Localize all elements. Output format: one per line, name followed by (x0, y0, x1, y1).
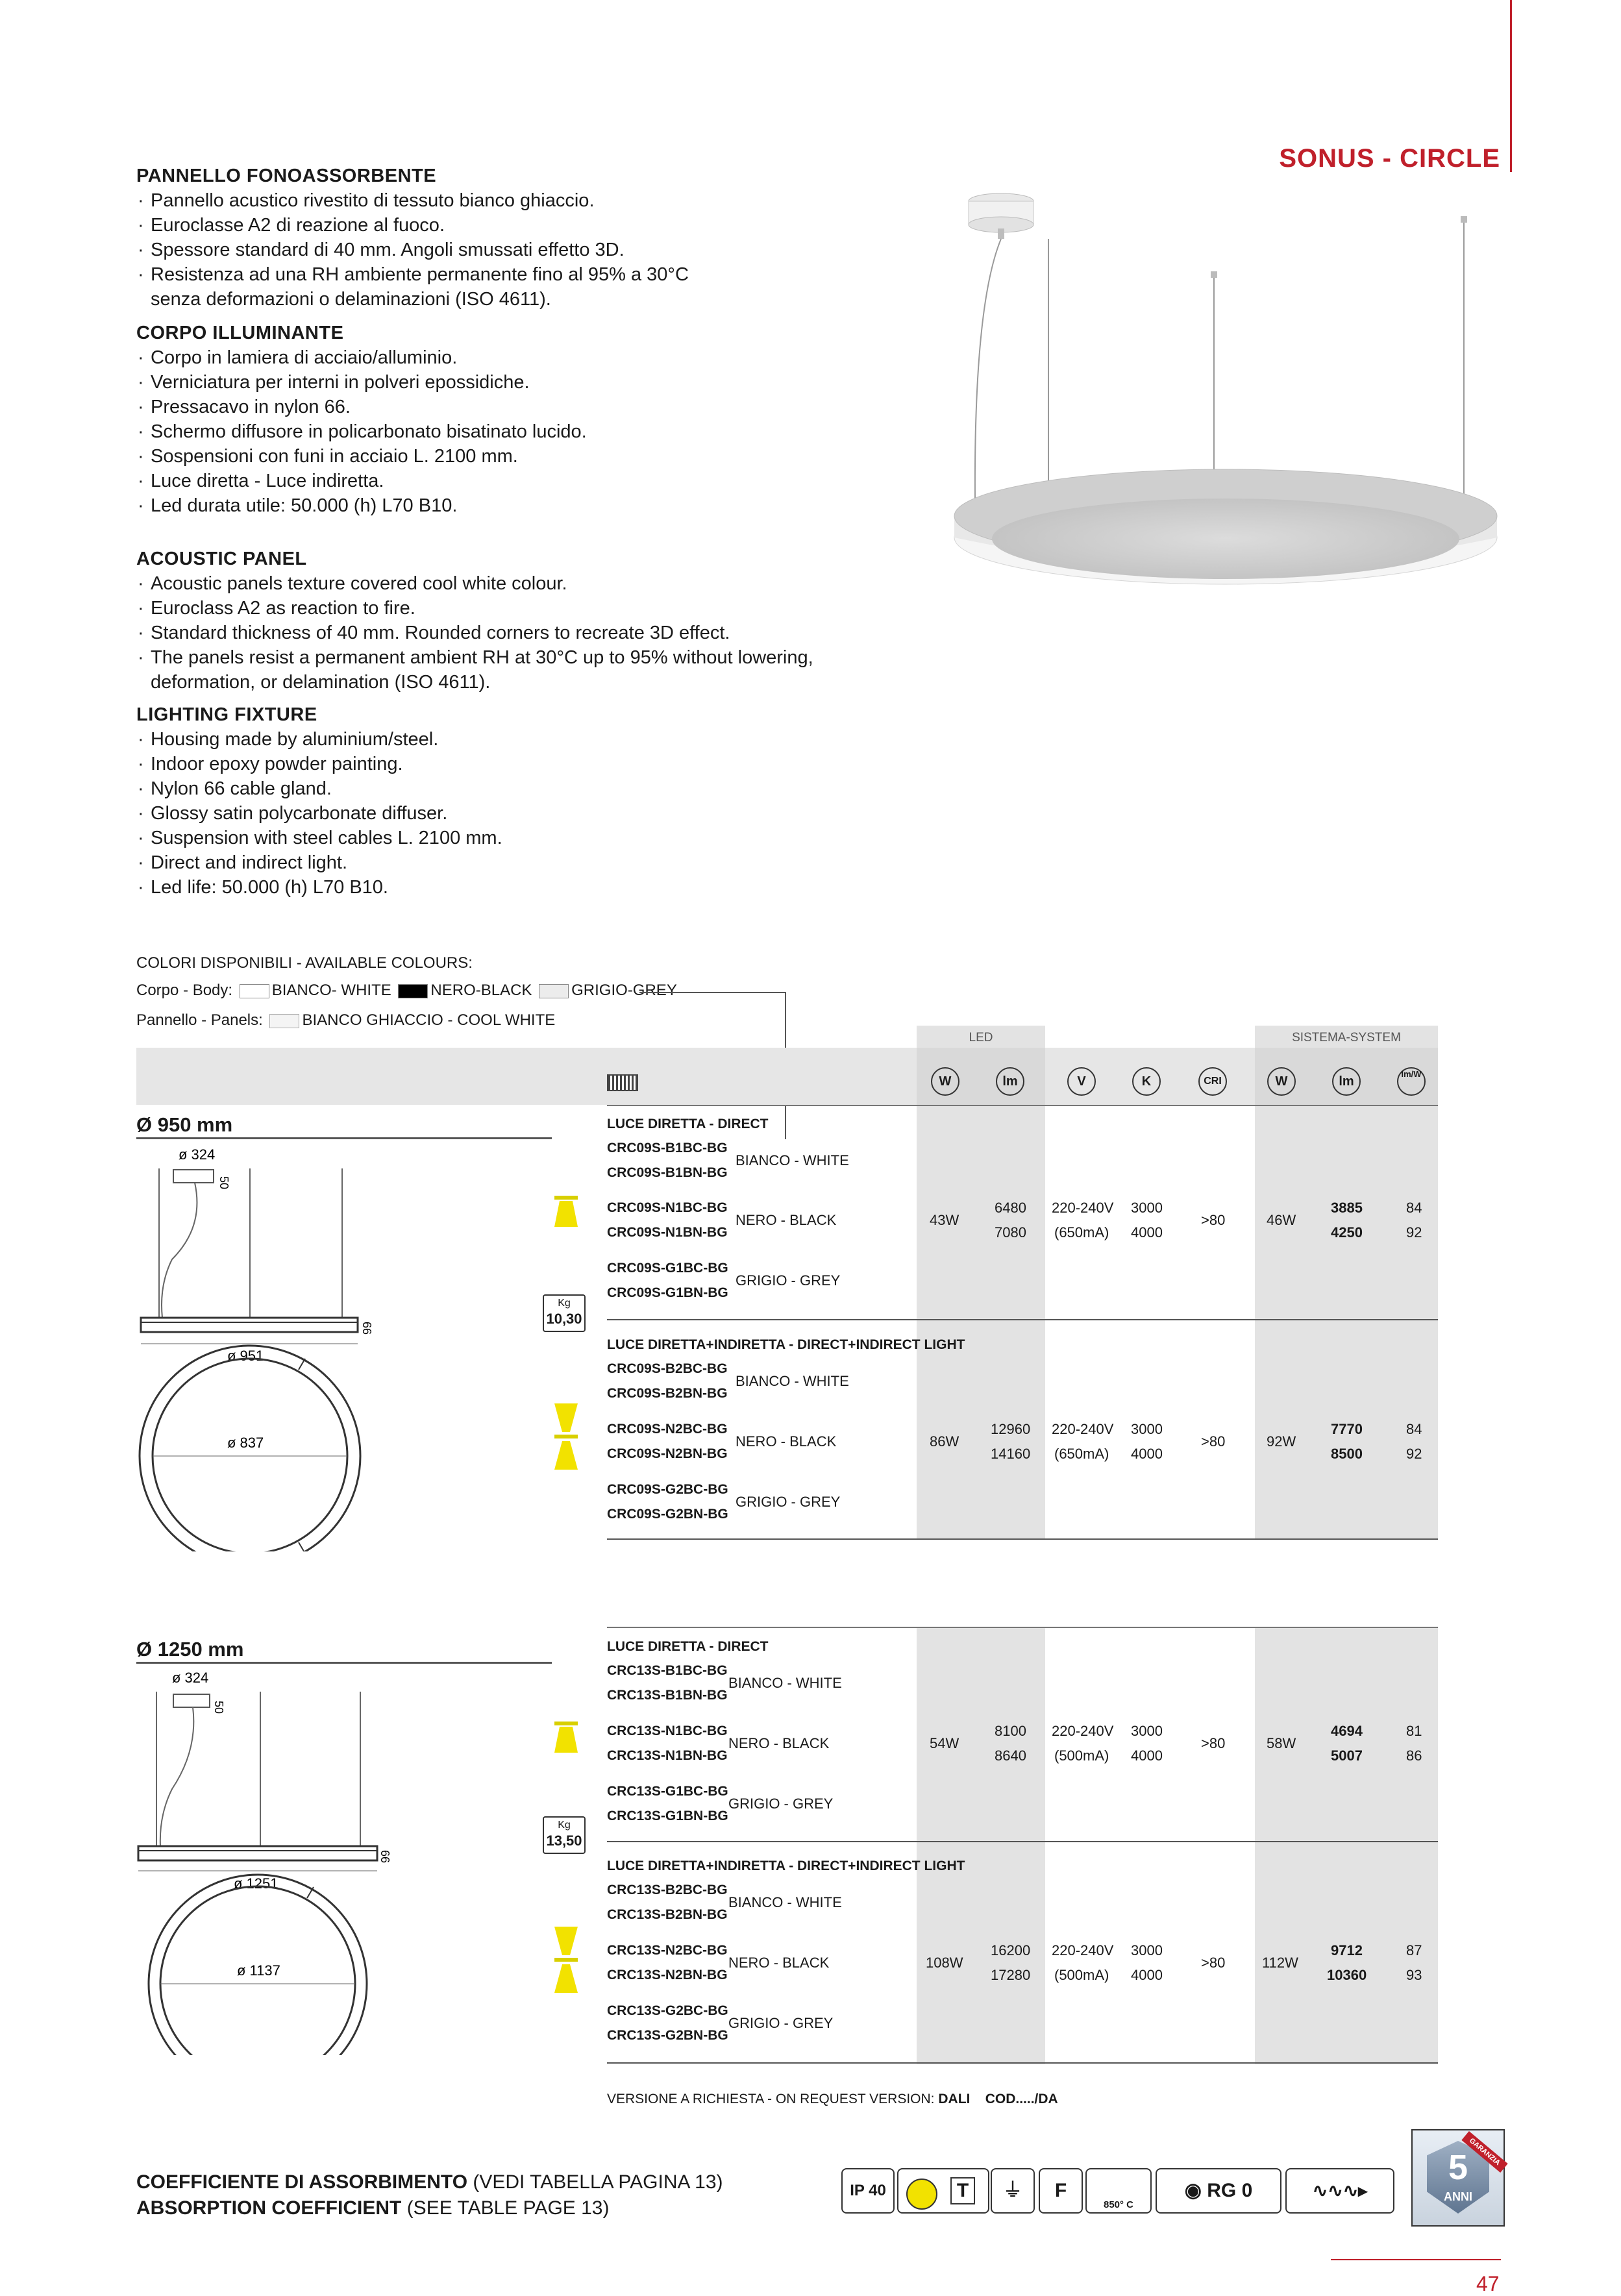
f-mark-icon: F (1039, 2168, 1083, 2214)
drawing-950 (133, 1142, 399, 1551)
cri: >80 (1201, 1735, 1226, 1751)
dim-canopy: ø 324 (172, 1670, 209, 1686)
version-prefix: VERSIONE A RICHIESTA - ON REQUEST VERSION: (607, 2092, 935, 2106)
footer-en (136, 2197, 609, 2219)
code: CRC09S-N1BC-BG (607, 1200, 728, 1215)
colour-name: BIANCO - WHITE (728, 1894, 842, 1910)
it-body-list (136, 345, 587, 518)
code: CRC13S-B1BN-BG (607, 1688, 728, 1703)
kelvin: 3000 (1131, 1723, 1163, 1739)
group-title: LUCE DIRETTA - DIRECT (607, 1639, 769, 1654)
system-header: SISTEMA-SYSTEM (1292, 1031, 1401, 1044)
group-title: LUCE DIRETTA+INDIRETTA - DIRECT+INDIRECT LIGHT (607, 1858, 965, 1873)
cri-icon: CRI (1198, 1067, 1227, 1096)
code: CRC09S-N1BN-BG (607, 1225, 728, 1240)
weight-badge-1250 (543, 1816, 586, 1854)
it-panel-title: PANNELLO FONOASSORBENTE (136, 166, 437, 186)
group-title: LUCE DIRETTA - DIRECT (607, 1117, 769, 1131)
efficacy: 92 (1406, 1446, 1422, 1462)
en-body-list (136, 727, 502, 900)
cri: >80 (1201, 1212, 1226, 1228)
code: CRC09S-B2BC-BG (607, 1361, 728, 1376)
led-lumen: 14160 (991, 1446, 1031, 1462)
list-item: · Led durata utile: 50.000 (h) L70 B10. (136, 493, 587, 518)
colours-panel-row (136, 1011, 555, 1030)
led-lumen: 8100 (995, 1723, 1026, 1739)
page-number-rule (1331, 2259, 1501, 2260)
list-item: · Euroclass A2 as reaction to fire. (136, 596, 839, 621)
en-body-title: LIGHTING FIXTURE (136, 704, 317, 725)
direct-indirect-light-icon (553, 1402, 579, 1474)
footer-it-bold: COEFFICIENTE DI ASSORBIMENTO (136, 2171, 468, 2193)
voltage: 220-240V (1052, 1200, 1114, 1216)
led-lumen: 16200 (991, 1942, 1031, 1958)
sys-lumen: 4694 (1331, 1723, 1363, 1739)
code: CRC09S-G1BC-BG (607, 1261, 728, 1276)
cool-white-swatch (269, 1014, 299, 1028)
colour-name: NERO - BLACK (736, 1212, 837, 1228)
code: CRC13S-B2BN-BG (607, 1907, 728, 1922)
list-item: · Nylon 66 cable gland. (136, 776, 502, 801)
product-image (948, 188, 1506, 591)
black-swatch (398, 984, 428, 998)
colour-name: GRIGIO - GREY (736, 1494, 841, 1510)
colour-name: BIANCO - WHITE (736, 1373, 849, 1389)
led-col-bg-2 (917, 1628, 1045, 2064)
panel-label: Pannello - Panels: (136, 1011, 263, 1029)
body-label: Corpo - Body: (136, 981, 233, 999)
list-item: · Pannello acustico rivestito di tessuto bianco ghiaccio. (136, 188, 709, 213)
current: (500mA) (1054, 1967, 1109, 1983)
list-item: · Led life: 50.000 (h) L70 B10. (136, 875, 502, 900)
barcode-icon (607, 1074, 638, 1091)
list-item: · Schermo diffusore in policarbonato bisatinato lucido. (136, 419, 587, 444)
weight-unit: Kg (558, 1298, 571, 1309)
body-grey-label: GRIGIO-GREY (571, 981, 677, 999)
kelvin-icon: K (1132, 1067, 1161, 1096)
page-title: SONUS - CIRCLE (1279, 144, 1500, 173)
row-rule (607, 1841, 1438, 1842)
colour-name: GRIGIO - GREY (728, 1796, 834, 1812)
voltage: 220-240V (1052, 1942, 1114, 1958)
direct-indirect-light-icon (553, 1925, 579, 1997)
sys-lumen: 4250 (1331, 1224, 1363, 1241)
code: CRC13S-G2BC-BG (607, 2003, 728, 2018)
sys-lumen-icon: lm (1332, 1067, 1361, 1096)
code: CRC13S-N2BN-BG (607, 1968, 728, 1982)
voltage: 220-240V (1052, 1421, 1114, 1437)
led-lumen: 17280 (991, 1967, 1031, 1983)
efficacy: 81 (1406, 1723, 1422, 1739)
section-1250-rule (136, 1662, 552, 1664)
footer-it-rest: (VEDI TABELLA PAGINA 13) (473, 2171, 723, 2193)
sys-watt: 46W (1267, 1212, 1296, 1228)
warranty-label: ANNI (1444, 2190, 1472, 2203)
led-watt: 43W (930, 1212, 959, 1228)
en-panel-block (136, 547, 839, 695)
voltage: 220-240V (1052, 1723, 1114, 1739)
t-mark: T (950, 2177, 975, 2204)
version-note (607, 2092, 1058, 2107)
dim-height: 66 (378, 1850, 391, 1864)
efficacy: 84 (1406, 1200, 1422, 1216)
direct-light-icon (553, 1720, 579, 1759)
volt-icon: V (1067, 1067, 1096, 1096)
row-rule (607, 2062, 1438, 2064)
list-item: · Luce diretta - Luce indiretta. (136, 469, 587, 493)
code: CRC09S-B1BC-BG (607, 1141, 728, 1155)
list-item: · Euroclasse A2 di reazione al fuoco. (136, 213, 709, 238)
sys-watt: 112W (1262, 1955, 1298, 1971)
code: CRC09S-G2BC-BG (607, 1482, 728, 1497)
code: CRC09S-G1BN-BG (607, 1285, 728, 1300)
list-item: · Direct and indirect light. (136, 850, 502, 875)
list-item: · The panels resist a permanent ambient RH at 30°C up to 95% without lowering, deformation, or delamination (ISO 4611). (136, 645, 839, 695)
class-t-icon (897, 2168, 989, 2214)
list-item: · Standard thickness of 40 mm. Rounded corners to recreate 3D effect. (136, 621, 839, 645)
row-rule (607, 1538, 1438, 1540)
code: CRC13S-G1BC-BG (607, 1784, 728, 1799)
code: CRC13S-N1BC-BG (607, 1723, 728, 1738)
version-dali: DALI (938, 2092, 971, 2106)
it-body-title: CORPO ILLUMINANTE (136, 323, 344, 343)
led-watt: 86W (930, 1433, 959, 1450)
page-number: 47 (1476, 2272, 1500, 2295)
warranty-years: 5 (1448, 2148, 1468, 2187)
it-panel-block (136, 164, 709, 312)
colour-name: BIANCO - WHITE (728, 1675, 842, 1691)
grey-swatch (539, 984, 569, 998)
glow-wire-icon: 850° C (1085, 2168, 1152, 2214)
list-item: · Acoustic panels texture covered cool white colour. (136, 571, 839, 596)
cri: >80 (1201, 1955, 1226, 1971)
footer-en-rest: (SEE TABLE PAGE 13) (406, 2197, 610, 2219)
weight-unit: Kg (558, 1820, 571, 1831)
code: CRC09S-N2BC-BG (607, 1422, 728, 1437)
current: (650mA) (1054, 1224, 1109, 1241)
lumen-icon: lm (996, 1067, 1024, 1096)
sys-col-bg-1 (1255, 1105, 1438, 1538)
weight-value: 10,30 (546, 1311, 582, 1327)
sys-lumen: 10360 (1327, 1967, 1367, 1983)
colour-name: BIANCO - WHITE (736, 1152, 849, 1168)
en-panel-title: ACOUSTIC PANEL (136, 549, 307, 569)
colour-name: NERO - BLACK (736, 1433, 837, 1450)
sys-watt: 58W (1267, 1735, 1296, 1751)
list-item: · Corpo in lamiera di acciaio/alluminio. (136, 345, 587, 370)
efficacy: 86 (1406, 1747, 1422, 1764)
list-item: · Sospensioni con funi in acciaio L. 2100 mm. (136, 444, 587, 469)
colour-name: NERO - BLACK (728, 1735, 830, 1751)
list-item: · Pressacavo in nylon 66. (136, 395, 587, 419)
body-white-label: BIANCO- WHITE (271, 981, 391, 999)
earth-icon: ⏚ (991, 2168, 1035, 2214)
led-watt: 54W (930, 1735, 959, 1751)
section-rule (607, 1627, 1438, 1628)
code: CRC13S-B1BC-BG (607, 1663, 728, 1678)
sys-lumen: 5007 (1331, 1747, 1363, 1764)
led-header: LED (969, 1031, 993, 1044)
dim-outer: ø 1251 (234, 1875, 278, 1892)
sys-lumen: 9712 (1331, 1942, 1363, 1958)
footer-it (136, 2171, 723, 2193)
dimmable-icon: ∿∿∿▸ (1285, 2168, 1394, 2214)
dim-inner: ø 1137 (237, 1962, 280, 1979)
efficacy: 92 (1406, 1224, 1422, 1241)
kelvin: 4000 (1131, 1224, 1163, 1241)
ip40-icon: IP 40 (841, 2168, 895, 2214)
en-body-block (136, 702, 502, 900)
dim-canopy-h: 50 (212, 1701, 225, 1714)
section-950-rule (136, 1137, 552, 1139)
code: CRC13S-G2BN-BG (607, 2028, 728, 2043)
direct-light-icon (553, 1194, 579, 1233)
section-1250-title: Ø 1250 mm (136, 1638, 244, 1660)
panel-white-label: BIANCO GHIACCIO - COOL WHITE (302, 1011, 556, 1029)
watt-icon: W (931, 1067, 959, 1096)
kelvin: 3000 (1131, 1942, 1163, 1958)
sys-lumen: 3885 (1331, 1200, 1363, 1216)
kelvin: 4000 (1131, 1747, 1163, 1764)
code: CRC09S-G2BN-BG (607, 1507, 728, 1522)
efficacy-icon: lm/W (1397, 1067, 1426, 1096)
code: CRC13S-N2BC-BG (607, 1943, 728, 1958)
sys-lumen: 7770 (1331, 1421, 1363, 1437)
weight-value: 13,50 (546, 1833, 582, 1849)
kelvin: 4000 (1131, 1446, 1163, 1462)
efficacy: 93 (1406, 1967, 1422, 1983)
warranty-icon (1411, 2129, 1505, 2227)
colour-name: NERO - BLACK (728, 1955, 830, 1971)
led-lumen: 8640 (995, 1747, 1026, 1764)
led-lumen: 6480 (995, 1200, 1026, 1216)
body-black-label: NERO-BLACK (430, 981, 532, 999)
code: CRC13S-N1BN-BG (607, 1748, 728, 1763)
header-accent-line (1510, 0, 1512, 172)
sys-lumen: 8500 (1331, 1446, 1363, 1462)
kelvin: 4000 (1131, 1967, 1163, 1983)
led-lumen: 7080 (995, 1224, 1026, 1241)
it-body-block (136, 321, 587, 518)
colours-title: COLORI DISPONIBILI - AVAILABLE COLOURS: (136, 954, 473, 972)
bulb-icon (906, 2179, 937, 2210)
list-item: · Suspension with steel cables L. 2100 mm. (136, 826, 502, 850)
dim-canopy: ø 324 (179, 1146, 216, 1163)
efficacy: 87 (1406, 1942, 1422, 1958)
row-rule (607, 1319, 1438, 1320)
led-lumen: 12960 (991, 1421, 1031, 1437)
list-item: · Resistenza ad una RH ambiente permanente fino al 95% a 30°C senza deformazioni o delaminazioni (ISO 4611). (136, 262, 709, 312)
code: CRC13S-B2BC-BG (607, 1882, 728, 1897)
list-item: · Verniciatura per interni in polveri epossidiche. (136, 370, 587, 395)
list-item: · Indoor epoxy powder painting. (136, 752, 502, 776)
colour-name: GRIGIO - GREY (736, 1272, 841, 1289)
dim-height: 66 (360, 1322, 373, 1335)
current: (500mA) (1054, 1747, 1109, 1764)
dim-outer: ø 951 (227, 1348, 264, 1364)
cri: >80 (1201, 1433, 1226, 1450)
list-item: · Glossy satin polycarbonate diffuser. (136, 801, 502, 826)
sys-watt: 92W (1267, 1433, 1296, 1450)
table-header-bar (136, 1048, 1438, 1105)
dim-canopy-h: 50 (217, 1176, 230, 1190)
version-code: COD...../DA (985, 2092, 1058, 2106)
kelvin: 3000 (1131, 1421, 1163, 1437)
list-item: · Housing made by aluminium/steel. (136, 727, 502, 752)
code: CRC09S-B2BN-BG (607, 1386, 728, 1401)
warranty-badge: GARANZIA (1461, 2131, 1507, 2173)
section-950-title: Ø 950 mm (136, 1113, 233, 1136)
code: CRC09S-B1BN-BG (607, 1165, 728, 1180)
led-watt: 108W (926, 1955, 963, 1971)
footer-en-bold: ABSORPTION COEFFICIENT (136, 2197, 402, 2219)
table-top-rule (607, 1105, 1438, 1106)
weight-badge-950 (543, 1294, 586, 1332)
kelvin: 3000 (1131, 1200, 1163, 1216)
drawing-1250 (133, 1666, 406, 2055)
sys-col-bg-2 (1255, 1628, 1438, 2064)
list-item: · Spessore standard di 40 mm. Angoli smussati effetto 3D. (136, 238, 709, 262)
code: CRC13S-G1BN-BG (607, 1808, 728, 1823)
dim-inner: ø 837 (227, 1435, 264, 1451)
group-title: LUCE DIRETTA+INDIRETTA - DIRECT+INDIRECT LIGHT (607, 1337, 965, 1352)
colours-body-row (136, 981, 677, 1000)
white-swatch (240, 984, 269, 998)
led-col-bg-1 (917, 1105, 1045, 1538)
rg0-icon: ◉ RG 0 (1156, 2168, 1281, 2214)
efficacy: 84 (1406, 1421, 1422, 1437)
colour-name: GRIGIO - GREY (728, 2015, 834, 2031)
en-panel-list (136, 571, 839, 695)
current: (650mA) (1054, 1446, 1109, 1462)
code: CRC09S-N2BN-BG (607, 1446, 728, 1461)
rg-label: RG 0 (1207, 2180, 1253, 2201)
sys-watt-icon: W (1267, 1067, 1296, 1096)
it-panel-list (136, 188, 709, 312)
